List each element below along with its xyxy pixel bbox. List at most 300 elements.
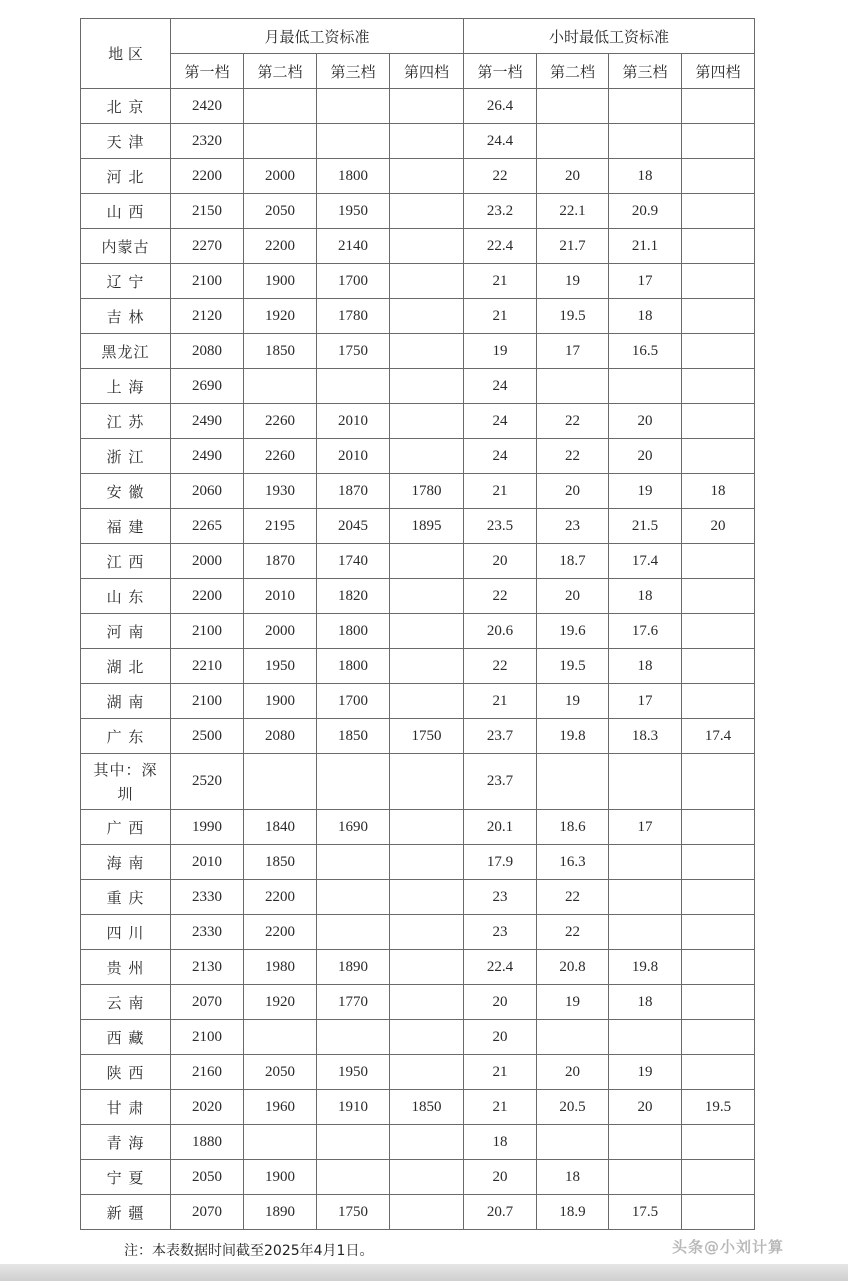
hourly-tier-4-cell [682,1160,755,1195]
hourly-tier-3-cell: 18 [609,985,682,1020]
monthly-tier-1-cell: 2100 [171,614,244,649]
monthly-tier-3-cell: 2045 [317,509,390,544]
hourly-tier-4-cell [682,159,755,194]
monthly-tier-1-cell: 2010 [171,845,244,880]
monthly-tier-1-cell: 2160 [171,1055,244,1090]
monthly-tier-3-cell: 1750 [317,334,390,369]
monthly-tier-4-cell [390,194,464,229]
monthly-tier-2-cell: 1960 [244,1090,317,1125]
monthly-tier-4-cell [390,1055,464,1090]
hourly-tier-4-cell [682,810,755,845]
region-cell: 天 津 [81,124,171,159]
hourly-tier-2-cell [537,1020,609,1055]
hourly-tier-2-cell [537,369,609,404]
table-row [81,89,755,124]
hourly-tier-2-cell: 19 [537,264,609,299]
monthly-tier-2-header: 第二档 [244,54,317,89]
hourly-tier-4-cell [682,985,755,1020]
table-row [81,810,755,845]
monthly-tier-3-cell: 1700 [317,684,390,719]
hourly-tier-3-cell: 17.5 [609,1195,682,1230]
table-row [81,1125,755,1160]
hourly-tier-1-cell: 22 [464,159,537,194]
monthly-tier-3-cell [317,880,390,915]
hourly-tier-4-cell [682,89,755,124]
hourly-tier-2-cell: 20 [537,474,609,509]
monthly-tier-1-cell: 2200 [171,159,244,194]
monthly-tier-3-cell [317,1020,390,1055]
hourly-tier-4-cell [682,544,755,579]
table-row [81,915,755,950]
hourly-tier-3-cell [609,754,682,810]
region-cell: 江 西 [81,544,171,579]
monthly-tier-1-cell: 2100 [171,684,244,719]
hourly-tier-1-cell: 23 [464,915,537,950]
hourly-tier-3-cell: 17.4 [609,544,682,579]
monthly-tier-2-cell [244,1125,317,1160]
monthly-tier-4-cell [390,810,464,845]
table-row [81,544,755,579]
table-row [81,1160,755,1195]
monthly-tier-4-cell [390,439,464,474]
region-cell: 海 南 [81,845,171,880]
hourly-tier-1-cell: 20.6 [464,614,537,649]
hourly-tier-1-cell: 21 [464,684,537,719]
monthly-tier-2-cell: 1980 [244,950,317,985]
monthly-tier-2-cell: 1840 [244,810,317,845]
hourly-tier-4-cell [682,754,755,810]
region-cell: 江 苏 [81,404,171,439]
monthly-tier-4-cell: 1850 [390,1090,464,1125]
monthly-tier-2-cell: 1890 [244,1195,317,1230]
monthly-tier-1-header: 第一档 [171,54,244,89]
monthly-tier-2-cell: 1850 [244,334,317,369]
region-cell: 山 西 [81,194,171,229]
monthly-tier-1-cell: 2100 [171,264,244,299]
region-cell: 浙 江 [81,439,171,474]
monthly-tier-3-cell: 1770 [317,985,390,1020]
hourly-tier-4-cell [682,649,755,684]
hourly-tier-3-cell: 17 [609,810,682,845]
hourly-tier-2-cell: 19 [537,985,609,1020]
monthly-tier-2-cell [244,124,317,159]
monthly-tier-2-cell: 2200 [244,880,317,915]
hourly-tier-4-cell [682,1020,755,1055]
region-cell: 吉 林 [81,299,171,334]
monthly-tier-2-cell: 2050 [244,194,317,229]
hourly-tier-3-cell [609,89,682,124]
hourly-tier-2-cell: 21.7 [537,229,609,264]
hourly-tier-1-cell: 19 [464,334,537,369]
monthly-tier-3-cell: 1800 [317,649,390,684]
monthly-tier-4-cell: 1895 [390,509,464,544]
hourly-tier-4-cell [682,1055,755,1090]
hourly-tier-1-header: 第一档 [464,54,537,89]
region-cell: 内蒙古 [81,229,171,264]
region-cell: 湖 北 [81,649,171,684]
region-cell: 重 庆 [81,880,171,915]
hourly-tier-3-cell: 19.8 [609,950,682,985]
hourly-tier-4-cell [682,845,755,880]
monthly-tier-1-cell: 2200 [171,579,244,614]
hourly-tier-1-cell: 20.1 [464,810,537,845]
hourly-tier-3-header: 第三档 [609,54,682,89]
hourly-tier-2-cell: 19.5 [537,299,609,334]
hourly-tier-3-cell: 17 [609,684,682,719]
hourly-tier-4-cell [682,264,755,299]
hourly-tier-3-cell: 20 [609,439,682,474]
hourly-tier-3-cell: 20 [609,1090,682,1125]
monthly-tier-4-cell [390,614,464,649]
hourly-tier-3-cell [609,369,682,404]
monthly-tier-1-cell: 2330 [171,915,244,950]
table-row [81,684,755,719]
monthly-tier-3-cell: 1820 [317,579,390,614]
hourly-tier-2-cell: 18.9 [537,1195,609,1230]
monthly-tier-1-cell: 2690 [171,369,244,404]
table-row [81,985,755,1020]
monthly-tier-3-cell: 1870 [317,474,390,509]
hourly-tier-3-cell: 18 [609,649,682,684]
monthly-tier-3-cell [317,915,390,950]
table-row [81,264,755,299]
hourly-tier-3-cell: 19 [609,474,682,509]
hourly-tier-1-cell: 24 [464,404,537,439]
hourly-tier-4-cell [682,684,755,719]
monthly-tier-3-cell: 1800 [317,614,390,649]
hourly-tier-1-cell: 23.5 [464,509,537,544]
monthly-tier-4-cell [390,124,464,159]
monthly-tier-4-cell [390,684,464,719]
table-row [81,845,755,880]
table-row [81,369,755,404]
hourly-tier-3-cell: 19 [609,1055,682,1090]
hourly-tier-2-cell [537,1125,609,1160]
monthly-tier-3-cell: 1690 [317,810,390,845]
monthly-tier-1-cell: 2080 [171,334,244,369]
monthly-tier-2-cell: 2000 [244,159,317,194]
monthly-tier-4-cell [390,544,464,579]
table-row [81,719,755,754]
table-row [81,880,755,915]
minimum-wage-table [80,18,755,1230]
hourly-tier-3-cell: 21.5 [609,509,682,544]
region-cell: 上 海 [81,369,171,404]
monthly-tier-3-cell [317,1125,390,1160]
region-cell: 青 海 [81,1125,171,1160]
hourly-tier-2-cell: 19 [537,684,609,719]
hourly-tier-3-cell [609,880,682,915]
hourly-tier-2-cell: 20.5 [537,1090,609,1125]
monthly-tier-3-cell: 1950 [317,194,390,229]
region-cell: 新 疆 [81,1195,171,1230]
monthly-tier-1-cell: 2070 [171,1195,244,1230]
monthly-tier-3-cell: 1890 [317,950,390,985]
monthly-tier-2-cell: 1950 [244,649,317,684]
region-cell: 黑龙江 [81,334,171,369]
hourly-tier-2-cell: 17 [537,334,609,369]
hourly-tier-1-cell: 24.4 [464,124,537,159]
monthly-tier-2-cell: 2080 [244,719,317,754]
table-row [81,404,755,439]
monthly-tier-3-cell: 1700 [317,264,390,299]
monthly-tier-3-cell: 1950 [317,1055,390,1090]
monthly-tier-2-cell: 2260 [244,439,317,474]
monthly-tier-3-cell [317,1160,390,1195]
hourly-tier-2-cell: 20 [537,159,609,194]
hourly-tier-1-cell: 20 [464,985,537,1020]
hourly-tier-4-cell [682,439,755,474]
hourly-tier-2-cell: 19.6 [537,614,609,649]
monthly-tier-4-cell [390,404,464,439]
hourly-tier-1-cell: 26.4 [464,89,537,124]
hourly-tier-3-cell [609,124,682,159]
monthly-tier-2-cell [244,89,317,124]
hourly-tier-2-cell: 18.6 [537,810,609,845]
table-row [81,509,755,544]
monthly-tier-2-cell: 2260 [244,404,317,439]
region-cell: 贵 州 [81,950,171,985]
hourly-tier-3-cell: 17.6 [609,614,682,649]
hourly-tier-2-cell: 16.3 [537,845,609,880]
table-row [81,334,755,369]
monthly-tier-1-cell: 2490 [171,404,244,439]
hourly-tier-2-cell: 20 [537,579,609,614]
monthly-tier-2-cell: 2200 [244,915,317,950]
table-row [81,194,755,229]
monthly-tier-4-cell [390,1125,464,1160]
monthly-tier-2-cell: 1930 [244,474,317,509]
hourly-tier-2-header: 第二档 [537,54,609,89]
monthly-tier-1-cell: 2050 [171,1160,244,1195]
monthly-tier-3-cell: 2140 [317,229,390,264]
table-row [81,649,755,684]
hourly-tier-4-cell [682,124,755,159]
hourly-tier-3-cell: 20 [609,404,682,439]
monthly-tier-4-cell [390,299,464,334]
hourly-tier-4-header: 第四档 [682,54,755,89]
monthly-tier-2-cell: 2195 [244,509,317,544]
monthly-tier-2-cell: 1920 [244,985,317,1020]
monthly-tier-4-cell [390,845,464,880]
monthly-tier-2-cell: 1870 [244,544,317,579]
monthly-tier-4-cell [390,1020,464,1055]
table-row [81,614,755,649]
region-cell: 其中：深圳 [81,754,171,810]
footnote: 注：本表数据时间截至2025年4月1日。 [124,1243,374,1259]
monthly-tier-1-cell: 2270 [171,229,244,264]
monthly-tier-3-header: 第三档 [317,54,390,89]
table-row [81,1020,755,1055]
monthly-tier-2-cell: 2010 [244,579,317,614]
monthly-tier-3-cell: 1800 [317,159,390,194]
monthly-tier-4-cell [390,229,464,264]
monthly-tier-3-cell: 1780 [317,299,390,334]
monthly-tier-3-cell [317,845,390,880]
hourly-tier-4-cell [682,229,755,264]
hourly-tier-1-cell: 22 [464,579,537,614]
monthly-tier-2-cell: 2050 [244,1055,317,1090]
hourly-tier-1-cell: 21 [464,1055,537,1090]
hourly-tier-1-cell: 22.4 [464,950,537,985]
monthly-tier-1-cell: 1990 [171,810,244,845]
hourly-tier-4-cell [682,950,755,985]
monthly-tier-4-cell: 1750 [390,719,464,754]
hourly-tier-2-cell: 22 [537,404,609,439]
hourly-tier-4-cell [682,1125,755,1160]
hourly-tier-2-cell: 19.8 [537,719,609,754]
hourly-tier-4-cell: 20 [682,509,755,544]
hourly-wage-group-header: 小时最低工资标准 [464,19,755,54]
hourly-tier-3-cell: 18 [609,579,682,614]
hourly-tier-1-cell: 21 [464,474,537,509]
hourly-tier-1-cell: 21 [464,264,537,299]
hourly-tier-1-cell: 23 [464,880,537,915]
hourly-tier-3-cell [609,1125,682,1160]
monthly-tier-4-cell [390,334,464,369]
hourly-tier-2-cell [537,754,609,810]
hourly-tier-4-cell [682,194,755,229]
region-cell: 甘 肃 [81,1090,171,1125]
monthly-tier-4-cell [390,89,464,124]
table-row [81,439,755,474]
region-cell: 福 建 [81,509,171,544]
monthly-tier-1-cell: 2265 [171,509,244,544]
monthly-tier-1-cell: 2420 [171,89,244,124]
hourly-tier-1-cell: 23.7 [464,754,537,810]
table-row [81,950,755,985]
hourly-tier-2-cell: 22 [537,915,609,950]
monthly-tier-1-cell: 2100 [171,1020,244,1055]
monthly-tier-1-cell: 2020 [171,1090,244,1125]
watermark: 头条@小刘计算 [672,1238,785,1256]
region-cell: 河 北 [81,159,171,194]
hourly-tier-4-cell [682,404,755,439]
table-row [81,474,755,509]
monthly-tier-3-cell: 2010 [317,404,390,439]
hourly-tier-1-cell: 18 [464,1125,537,1160]
monthly-tier-3-cell: 1740 [317,544,390,579]
monthly-tier-3-cell: 1910 [317,1090,390,1125]
hourly-tier-2-cell: 19.5 [537,649,609,684]
monthly-tier-3-cell [317,124,390,159]
monthly-tier-4-cell [390,649,464,684]
monthly-tier-4-cell: 1780 [390,474,464,509]
monthly-wage-group-header: 月最低工资标准 [171,19,464,54]
hourly-tier-4-cell: 19.5 [682,1090,755,1125]
monthly-tier-3-cell [317,369,390,404]
monthly-tier-2-cell: 1900 [244,1160,317,1195]
table-row [81,124,755,159]
hourly-tier-1-cell: 21 [464,1090,537,1125]
hourly-tier-2-cell [537,89,609,124]
monthly-tier-2-cell [244,369,317,404]
hourly-tier-4-cell: 17.4 [682,719,755,754]
hourly-tier-3-cell [609,1160,682,1195]
monthly-tier-1-cell: 2070 [171,985,244,1020]
hourly-tier-1-cell: 24 [464,439,537,474]
monthly-tier-4-cell [390,369,464,404]
hourly-tier-2-cell: 23 [537,509,609,544]
hourly-tier-1-cell: 22.4 [464,229,537,264]
monthly-tier-2-cell: 1900 [244,684,317,719]
hourly-tier-3-cell: 16.5 [609,334,682,369]
monthly-tier-1-cell: 2060 [171,474,244,509]
hourly-tier-4-cell [682,579,755,614]
monthly-tier-1-cell: 2150 [171,194,244,229]
monthly-tier-4-cell [390,264,464,299]
hourly-tier-1-cell: 20 [464,1160,537,1195]
table-row [81,579,755,614]
hourly-tier-3-cell [609,915,682,950]
hourly-tier-3-cell: 18 [609,299,682,334]
hourly-tier-1-cell: 17.9 [464,845,537,880]
table-row [81,754,755,810]
hourly-tier-4-cell: 18 [682,474,755,509]
monthly-tier-1-cell: 2130 [171,950,244,985]
monthly-tier-4-cell [390,1195,464,1230]
region-cell: 云 南 [81,985,171,1020]
hourly-tier-2-cell: 18 [537,1160,609,1195]
region-cell: 西 藏 [81,1020,171,1055]
region-cell: 河 南 [81,614,171,649]
hourly-tier-2-cell: 18.7 [537,544,609,579]
hourly-tier-4-cell [682,614,755,649]
monthly-tier-4-cell [390,880,464,915]
hourly-tier-4-cell [682,369,755,404]
region-cell: 四 川 [81,915,171,950]
table-header [81,19,755,89]
monthly-tier-4-cell [390,579,464,614]
hourly-tier-2-cell [537,124,609,159]
hourly-tier-2-cell: 22 [537,439,609,474]
hourly-tier-1-cell: 20 [464,544,537,579]
monthly-tier-1-cell: 2000 [171,544,244,579]
monthly-tier-1-cell: 1880 [171,1125,244,1160]
monthly-tier-4-cell [390,915,464,950]
bottom-bar [0,1264,848,1281]
hourly-tier-1-cell: 23.7 [464,719,537,754]
hourly-tier-1-cell: 20 [464,1020,537,1055]
monthly-tier-2-cell [244,754,317,810]
monthly-tier-2-cell: 1920 [244,299,317,334]
monthly-tier-3-cell [317,754,390,810]
region-cell: 山 东 [81,579,171,614]
monthly-tier-4-cell [390,754,464,810]
hourly-tier-3-cell: 18 [609,159,682,194]
hourly-tier-1-cell: 24 [464,369,537,404]
table-body [81,89,755,1230]
monthly-tier-2-cell: 2200 [244,229,317,264]
region-cell: 陕 西 [81,1055,171,1090]
hourly-tier-3-cell: 20.9 [609,194,682,229]
hourly-tier-1-cell: 23.2 [464,194,537,229]
region-cell: 辽 宁 [81,264,171,299]
monthly-tier-2-cell: 2000 [244,614,317,649]
monthly-tier-1-cell: 2320 [171,124,244,159]
hourly-tier-4-cell [682,1195,755,1230]
monthly-tier-4-cell [390,159,464,194]
region-cell: 广 西 [81,810,171,845]
hourly-tier-4-cell [682,880,755,915]
hourly-tier-2-cell: 22 [537,880,609,915]
hourly-tier-3-cell: 21.1 [609,229,682,264]
table-row [81,299,755,334]
hourly-tier-4-cell [682,299,755,334]
region-cell: 安 徽 [81,474,171,509]
monthly-tier-4-cell [390,985,464,1020]
hourly-tier-4-cell [682,334,755,369]
